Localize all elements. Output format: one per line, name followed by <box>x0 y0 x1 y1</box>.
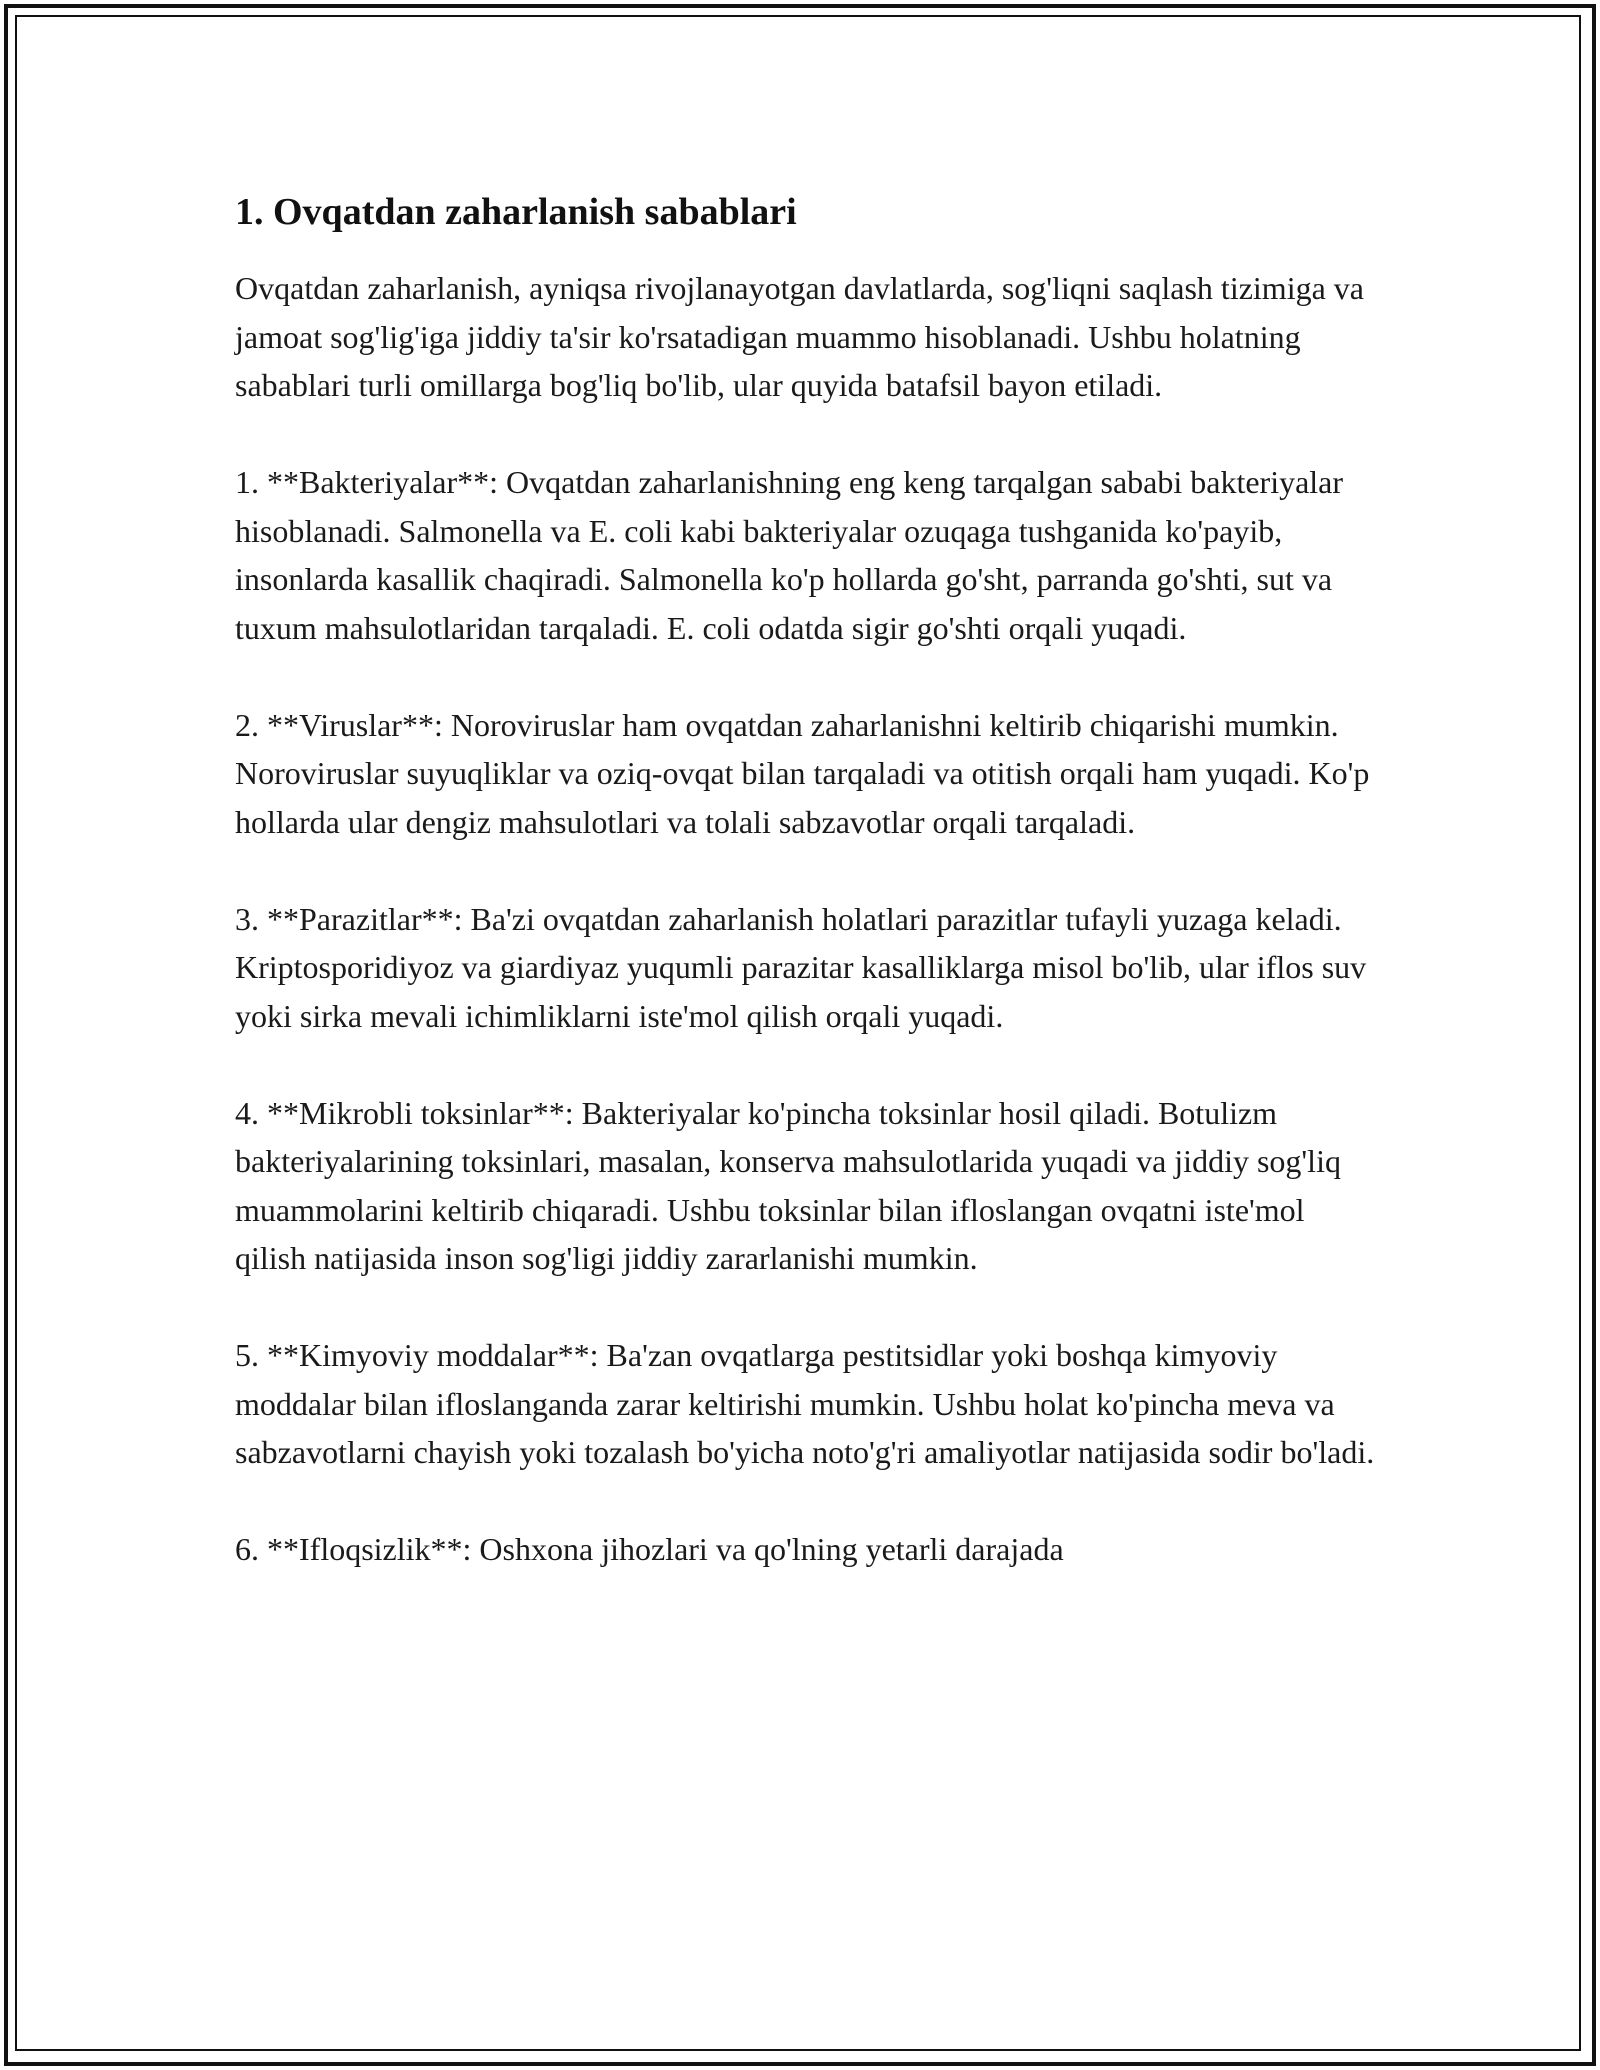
paragraph-hygiene: 6. **Ifloqsizlik**: Oshxona jihozlari va qo'lning yetarli darajada <box>235 1531 1064 1567</box>
section-heading: 1. Ovqatdan zaharlanish sabablari <box>235 191 797 233</box>
paragraph-viruses: 2. **Viruslar**: Noroviruslar ham ovqatdan zaharlanishni keltirib chiqarishi mumkin. Noroviruslar suyuqliklar va oziq-ovqat bilan tarqaladi va otitish orqali ham yuqadi. Ko'p hollarda ular dengiz mahsulotlari va tolali sabzavotlar orqali tarqaladi. <box>235 706 1370 840</box>
document-body <box>235 188 1375 1622</box>
paragraph-parasites: 3. **Parazitlar**: Ba'zi ovqatdan zaharlanish holatlari parazitlar tufayli yuzaga keladi. Kriptosporidiyoz va giardiyaz yuqumli parazitar kasalliklarga misol bo'lib, ular iflos suv yoki sirka mevali ichimliklarni iste'mol qilish orqali yuqadi. <box>235 900 1367 1034</box>
intro-paragraph: Ovqatdan zaharlanish, ayniqsa rivojlanayotgan davlatlarda, sog'liqni saqlash tizimiga va jamoat sog'lig'iga jiddiy ta'sir ko'rsatadigan muammo hisoblanadi. Ushbu holatning sabablari turli omillarga bog'liq bo'lib, ular quyida batafsil bayon etiladi. <box>235 270 1364 403</box>
paragraph-chemicals: 5. **Kimyoviy moddalar**: Ba'zan ovqatlarga pestitsidlar yoki boshqa kimyoviy moddalar bilan ifloslanganda zarar keltirishi mumkin. Ushbu holat ko'pincha meva va sabzavotlarni chayish yoki tozalash bo'yicha noto'g'ri amaliyotlar natijasida sodir bo'ladi. <box>235 1337 1375 1470</box>
paragraph-bacteria: 1. **Bakteriyalar**: Ovqatdan zaharlanishning eng keng tarqalgan sababi bakteriyalar hisoblanadi. Salmonella va E. coli kabi bakteriyalar ozuqaga tushganida ko'payib, insonlarda kasallik chaqiradi. Salmonella ko'p hollarda go'sht, parranda go'shti, sut va tuxum mahsulotlaridan tarqaladi. E. coli odatda sigir go'shti orqali yuqadi. <box>235 464 1344 646</box>
paragraph-microbial-toxins: 4. **Mikrobli toksinlar**: Bakteriyalar ko'pincha toksinlar hosil qiladi. Botulizm bakteriyalarining toksinlari, masalan, konserva mahsulotlarida yuqadi va jiddiy sog'liq muammolarini keltirib chiqaradi. Ushbu toksinlar bilan ifloslangan ovqatni iste'mol qilish natijasida inson sog'ligi jiddiy zararlanishi mumkin. <box>235 1094 1341 1276</box>
